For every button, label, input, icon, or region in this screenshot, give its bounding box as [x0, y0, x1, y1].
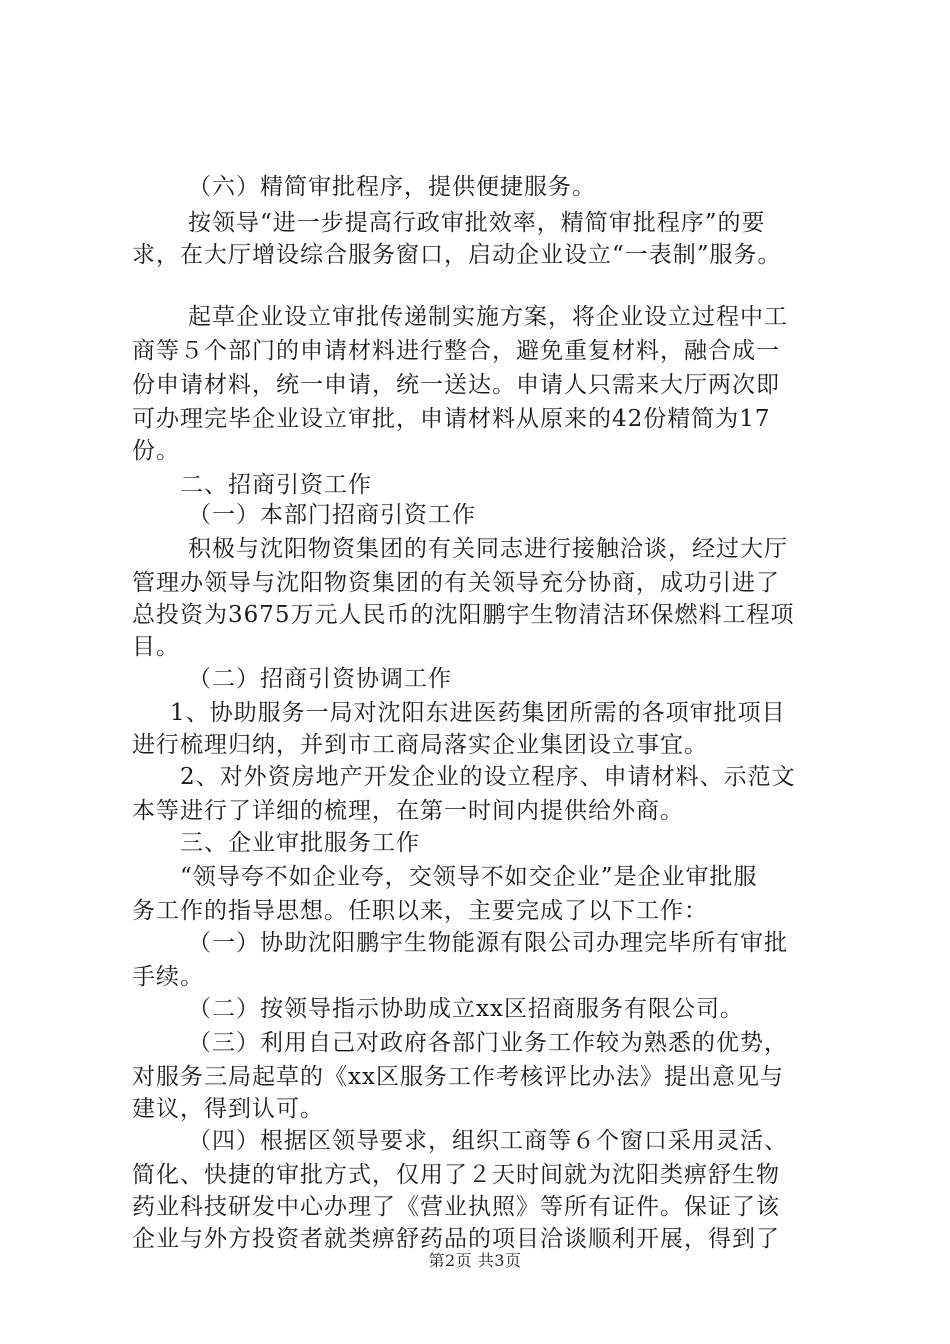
subsection-heading: （二）招商引资协调工作 [188, 666, 452, 692]
text-line: 进行梳理归纳，并到市工商局落实企业集团设立事宜。 [132, 732, 708, 758]
text-line: 企业与外方投资者就类痹舒药品的项目洽谈顺利开展，得到了 [132, 1226, 780, 1252]
text-line: 积极与沈阳物资集团的有关同志进行接触洽谈，经过大厅 [188, 536, 788, 562]
page-number-footer: 第2页 共3页 [428, 1251, 522, 1270]
text-line: 起草企业设立审批传递制实施方案，将企业设立过程中工 [188, 304, 788, 330]
text-line: 可办理完毕企业设立审批，申请材料从原来的42份精简为17 [132, 406, 771, 432]
subsection-heading: （一）本部门招商引资工作 [188, 502, 476, 528]
text-line: （四）根据区领导要求，组织工商等６个窗口采用灵活、 [188, 1128, 788, 1154]
text-line: 目。 [132, 634, 180, 660]
text-line: 本等进行了详细的梳理，在第一时间内提供给外商。 [132, 798, 684, 824]
text-line: 2、对外资房地产开发企业的设立程序、申请材料、示范文 [180, 764, 796, 790]
section-heading: 三、企业审批服务工作 [180, 830, 420, 856]
text-line: （一）协助沈阳鹏宇生物能源有限公司办理完毕所有审批 [188, 930, 788, 956]
text-line: 药业科技研发中心办理了《营业执照》等所有证件。保证了该 [132, 1194, 780, 1220]
text-line: 商等５个部门的申请材料进行整合，避免重复材料，融合成一 [132, 338, 780, 364]
text-line: （二）按领导指示协助成立xx区招商服务有限公司。 [188, 996, 744, 1022]
text-line: “领导夸不如企业夸，交领导不如交企业”是企业审批服 [180, 864, 758, 890]
text-line: 务工作的指导思想。任职以来，主要完成了以下工作： [132, 898, 708, 924]
text-line: 按领导“进一步提高行政审批效率，精简审批程序”的要 [188, 210, 766, 236]
text-line: 建议，得到认可。 [132, 1096, 324, 1122]
text-line: 份申请材料，统一申请，统一送达。申请人只需来大厅两次即 [132, 372, 780, 398]
text-line: （三）利用自己对政府各部门业务工作较为熟悉的优势， [188, 1030, 788, 1056]
text-line: 1、协助服务一局对沈阳东进医药集团所需的各项审批项目 [170, 700, 786, 726]
text-line: 对服务三局起草的《xx区服务工作考核评比办法》提出意见与 [132, 1064, 784, 1090]
text-line: 手续。 [132, 964, 204, 990]
text-line: 简化、快捷的审批方式，仅用了２天时间就为沈阳类痹舒生物 [132, 1162, 780, 1188]
text-line: 求，在大厅增设综合服务窗口，启动企业设立“一表制”服务。 [132, 242, 782, 268]
text-line: 管理办领导与沈阳物资集团的有关领导充分协商，成功引进了 [132, 570, 780, 596]
text-line: 总投资为3675万元人民币的沈阳鹏宇生物清洁环保燃料工程项 [132, 602, 795, 628]
text-line: 份。 [132, 438, 180, 464]
text-line: （六）精简审批程序，提供便捷服务。 [188, 174, 596, 200]
section-heading: 二、招商引资工作 [180, 472, 372, 498]
